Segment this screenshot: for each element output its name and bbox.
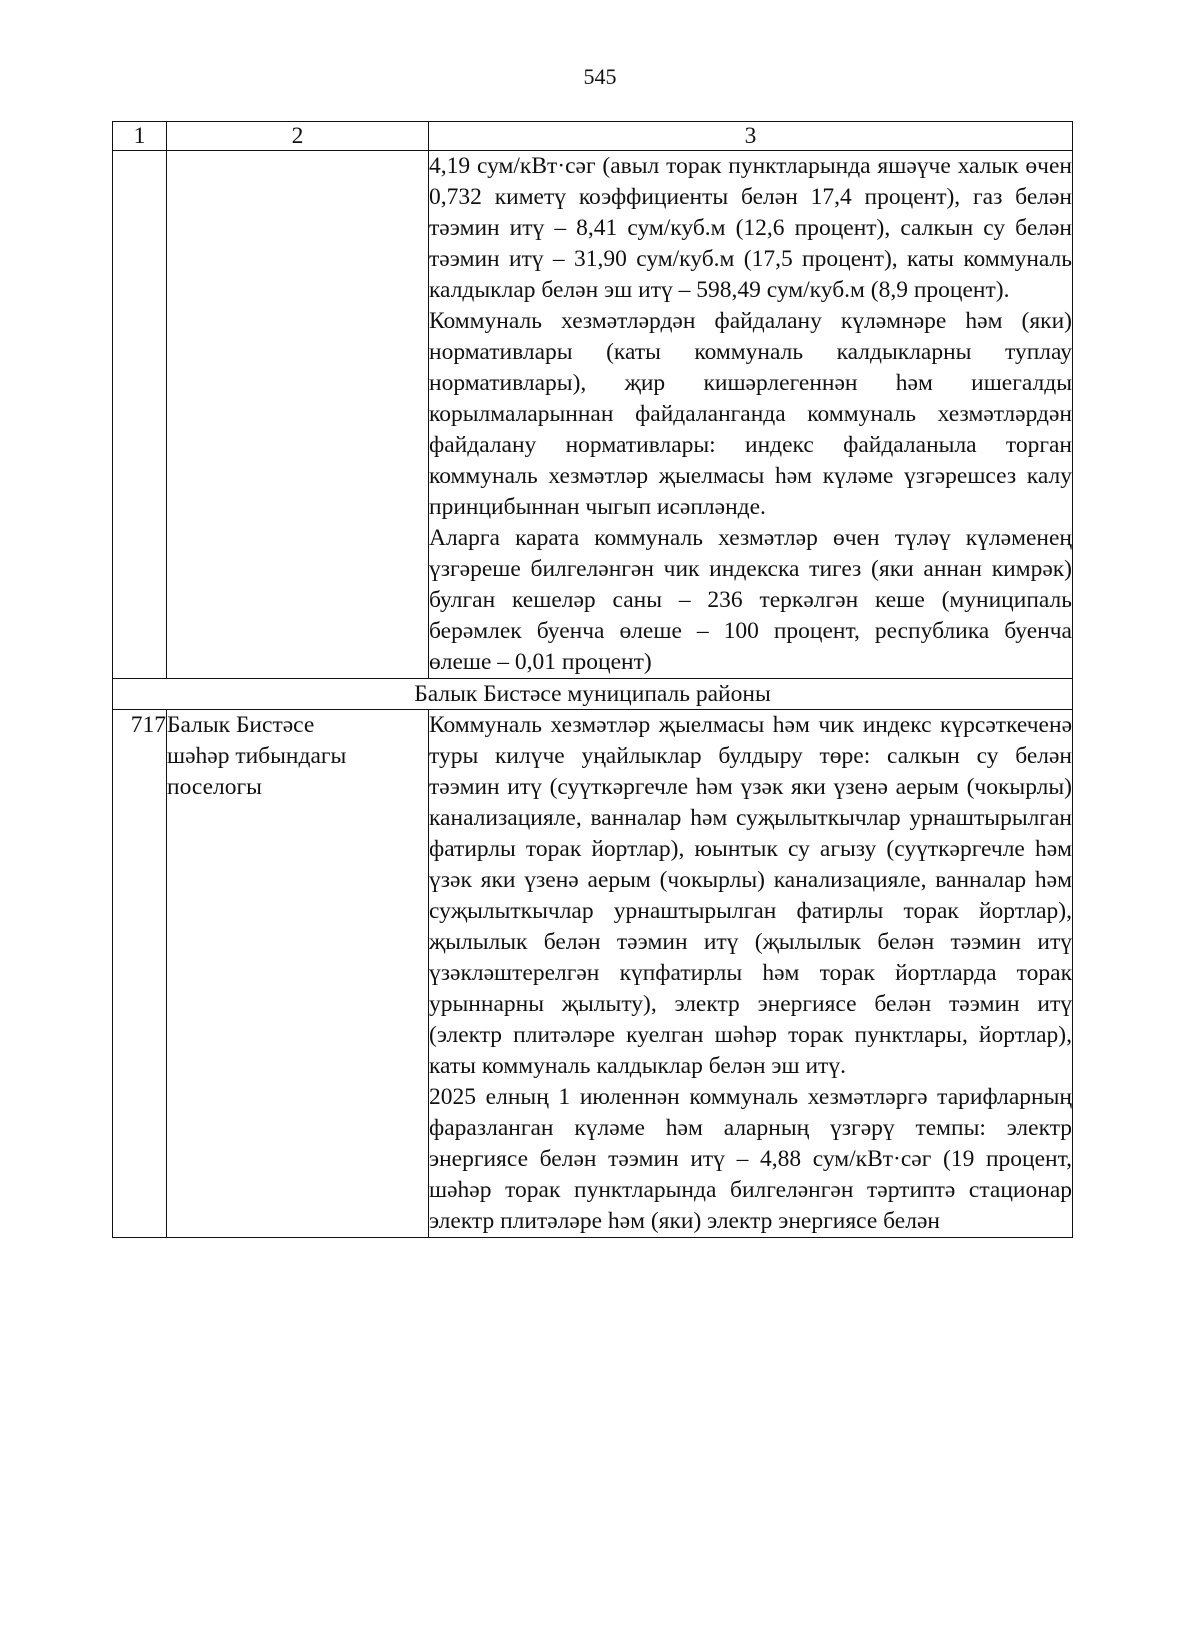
table-row-continued [113,151,1073,679]
description-cell [429,710,1073,1238]
settlement-name-cell [167,710,429,1238]
column-header-3: 3 [429,122,1073,151]
row-number-cell: 717 [113,710,167,1238]
description-cell [429,151,1073,679]
column-header-2: 2 [167,122,429,151]
description-paragraph: 4,19 сум/кВт·сәг (авыл торак пунктларында яшәүче халык өчен 0,732 киметү коэффициенты белән 17,4 процент), газ белән тәэмин итү – 8,41 сум/куб.м (12,6 процент), салкын су белән тәэмин итү – 31,90 сум/куб.м (17,5 процент), каты коммуналь калдыклар белән эш итү – 598,49 сум/куб.м (8,9 процент). [429,153,1072,303]
page-number: 545 [583,64,617,89]
table-row-717 [113,710,1073,1238]
description-paragraph: 2025 елның 1 июленнән коммуналь хезмәтләргә тарифларның фаразланган күләме һәм аларның үзгәрү темпы: электр энергиясе белән тәэмин итү – 4,88 сум/кВт·сәг (19 процент, шәһәр торак пунктларында билгеләнгән тәртиптә стационар электр плитәләре һәм (яки) электр энергиясе белән [429,1084,1072,1234]
table-header-row [113,122,1073,151]
settlement-name-cell [167,151,429,679]
description-paragraph: Коммуналь хезмәтләрдән файдалану күләмнәре һәм (яки) нормативлары (каты коммуналь калдыкларны туплау нормативлары), җир кишәрлегеннән һәм ишегалды корылмаларыннан файдаланганда коммуналь хезмәтләрдән файдалану нормативлары: индекс файдаланыла торган коммуналь хезмәтләр җыелмасы һәм күләме үзгәрешсез калу принцибыннан чыгып исәпләнде. [429,308,1072,520]
section-title: Балык Бистәсе муниципаль районы [113,679,1073,710]
settlement-name-line: шәһәр тибындагы [167,743,347,769]
settlement-name-line: поселогы [167,774,262,800]
tariff-table [112,121,1073,1238]
description-paragraph: Аларга карата коммуналь хезмәтләр өчен түләү күләменең үзгәреше билгеләнгән чик индекска тигез (яки аннан кимрәк) булган кешеләр саны – 236 теркәлгән кеше (муниципаль берәмлек буенча өлеше – 100 процент, республика буенча өлеше – 0,01 процент) [429,525,1072,675]
settlement-name-line: Балык Бистәсе [167,712,315,738]
column-header-1: 1 [113,122,167,151]
section-row [113,679,1073,710]
description-paragraph: Коммуналь хезмәтләр җыелмасы һәм чик индекс күрсәткеченә туры килүче уңайлыклар булдыру төре: салкын су белән тәэмин итү (суүткәргечле һәм үзәк яки үзенә аерым (чокырлы) канализацияле, ванналар һәм суҗылыткычлар урнаштырылган фатирлы торак йортлар), юынтык су агызу (суүткәргечле һәм үзәк яки үзенә аерым (чокырлы) канализацияле, ванналар һәм суҗылыткычлар урнаштырылган фатирлы торак йортлар), җылылык белән тәэмин итү (җылылык белән тәэмин итү үзәкләштерелгән күпфатирлы һәм торак йортларда торак урыннарны җылыту), электр энергиясе белән тәэмин итү (электр плитәләре куелган шәһәр торак пунктлары, йортлар), каты коммуналь калдыклар белән эш итү. [429,712,1072,1079]
row-number-cell [113,151,167,679]
